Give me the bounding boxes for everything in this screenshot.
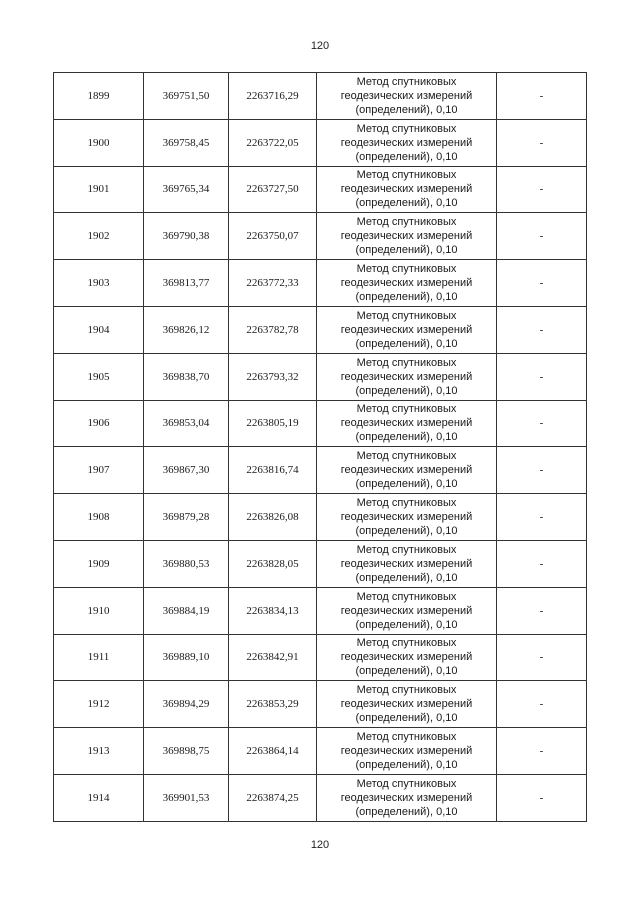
method-cell [317, 213, 497, 260]
x-coordinate-cell: 369889,10 [144, 634, 229, 681]
point-number-cell: 1904 [54, 306, 144, 353]
method-cell [317, 728, 497, 775]
method-line: геодезических измерений [340, 230, 473, 243]
table-row [54, 166, 587, 213]
y-coordinate-cell: 2263864,14 [229, 728, 317, 775]
method-line: геодезических измерений [340, 745, 473, 758]
point-number-cell: 1912 [54, 681, 144, 728]
point-number-cell: 1909 [54, 540, 144, 587]
note-cell: - [497, 540, 587, 587]
method-line: Метод спутниковых [356, 590, 457, 603]
y-coordinate-cell: 2263816,74 [229, 447, 317, 494]
table-row [54, 447, 587, 494]
coordinates-table-body [54, 73, 587, 822]
method-cell [317, 587, 497, 634]
y-coordinate-cell: 2263722,05 [229, 119, 317, 166]
method-line: Метод спутниковых [356, 450, 457, 463]
method-cell [317, 400, 497, 447]
method-line: (определений), 0,10 [355, 478, 458, 491]
note-cell: - [497, 119, 587, 166]
method-line: Метод спутниковых [356, 356, 457, 369]
method-cell [317, 681, 497, 728]
point-number-cell: 1905 [54, 353, 144, 400]
method-line: геодезических измерений [340, 604, 473, 617]
point-number-cell: 1899 [54, 73, 144, 120]
method-line: геодезических измерений [340, 136, 473, 149]
method-cell [317, 260, 497, 307]
x-coordinate-cell: 369901,53 [144, 774, 229, 821]
note-cell: - [497, 494, 587, 541]
method-line: геодезических измерений [340, 89, 473, 102]
table-row [54, 728, 587, 775]
note-cell: - [497, 213, 587, 260]
point-number-cell: 1901 [54, 166, 144, 213]
y-coordinate-cell: 2263716,29 [229, 73, 317, 120]
table-row [54, 260, 587, 307]
method-line: геодезических измерений [340, 277, 473, 290]
method-line: (определений), 0,10 [355, 618, 458, 631]
method-line: (определений), 0,10 [355, 103, 458, 116]
table-row [54, 774, 587, 821]
method-line: (определений), 0,10 [355, 759, 458, 772]
method-line: (определений), 0,10 [355, 712, 458, 725]
note-cell: - [497, 447, 587, 494]
point-number-cell: 1907 [54, 447, 144, 494]
method-cell [317, 634, 497, 681]
point-number-cell: 1911 [54, 634, 144, 681]
note-cell: - [497, 166, 587, 213]
method-cell [317, 73, 497, 120]
table-row [54, 587, 587, 634]
point-number-cell: 1902 [54, 213, 144, 260]
y-coordinate-cell: 2263826,08 [229, 494, 317, 541]
y-coordinate-cell: 2263805,19 [229, 400, 317, 447]
method-line: (определений), 0,10 [355, 384, 458, 397]
method-line: геодезических измерений [340, 323, 473, 336]
method-cell [317, 447, 497, 494]
method-line: (определений), 0,10 [355, 571, 458, 584]
method-line: геодезических измерений [340, 183, 473, 196]
note-cell: - [497, 634, 587, 681]
note-cell: - [497, 400, 587, 447]
table-row [54, 681, 587, 728]
method-line: (определений), 0,10 [355, 291, 458, 304]
note-cell: - [497, 774, 587, 821]
table-row [54, 634, 587, 681]
method-line: (определений), 0,10 [355, 337, 458, 350]
method-line: (определений), 0,10 [355, 197, 458, 210]
method-cell [317, 306, 497, 353]
x-coordinate-cell: 369751,50 [144, 73, 229, 120]
table-row [54, 213, 587, 260]
note-cell: - [497, 73, 587, 120]
point-number-cell: 1913 [54, 728, 144, 775]
table-row [54, 73, 587, 120]
y-coordinate-cell: 2263842,91 [229, 634, 317, 681]
method-line: геодезических измерений [340, 698, 473, 711]
point-number-cell: 1908 [54, 494, 144, 541]
method-line: Метод спутниковых [356, 216, 457, 229]
y-coordinate-cell: 2263727,50 [229, 166, 317, 213]
y-coordinate-cell: 2263828,05 [229, 540, 317, 587]
table-row [54, 494, 587, 541]
method-line: геодезических измерений [340, 791, 473, 804]
x-coordinate-cell: 369898,75 [144, 728, 229, 775]
table-row [54, 353, 587, 400]
method-line: геодезических измерений [340, 511, 473, 524]
method-cell [317, 494, 497, 541]
method-line: Метод спутниковых [356, 684, 457, 697]
note-cell: - [497, 260, 587, 307]
x-coordinate-cell: 369880,53 [144, 540, 229, 587]
x-coordinate-cell: 369853,04 [144, 400, 229, 447]
y-coordinate-cell: 2263793,32 [229, 353, 317, 400]
method-line: Метод спутниковых [356, 543, 457, 556]
method-line: (определений), 0,10 [355, 244, 458, 257]
method-line: Метод спутниковых [356, 309, 457, 322]
table-row [54, 119, 587, 166]
point-number-cell: 1914 [54, 774, 144, 821]
method-line: Метод спутниковых [356, 731, 457, 744]
page-number-bottom: 120 [310, 839, 330, 851]
coordinates-table [53, 72, 587, 822]
note-cell: - [497, 587, 587, 634]
method-line: Метод спутниковых [356, 777, 457, 790]
point-number-cell: 1906 [54, 400, 144, 447]
x-coordinate-cell: 369894,29 [144, 681, 229, 728]
x-coordinate-cell: 369838,70 [144, 353, 229, 400]
method-line: геодезических измерений [340, 464, 473, 477]
page-number-top: 120 [310, 40, 330, 52]
note-cell: - [497, 681, 587, 728]
x-coordinate-cell: 369826,12 [144, 306, 229, 353]
y-coordinate-cell: 2263853,29 [229, 681, 317, 728]
x-coordinate-cell: 369879,28 [144, 494, 229, 541]
method-line: Метод спутниковых [356, 637, 457, 650]
method-cell [317, 774, 497, 821]
method-line: геодезических измерений [340, 417, 473, 430]
note-cell: - [497, 353, 587, 400]
table-row [54, 400, 587, 447]
table-row [54, 540, 587, 587]
method-line: Метод спутниковых [356, 403, 457, 416]
method-line: Метод спутниковых [356, 169, 457, 182]
x-coordinate-cell: 369813,77 [144, 260, 229, 307]
point-number-cell: 1910 [54, 587, 144, 634]
method-line: (определений), 0,10 [355, 525, 458, 538]
point-number-cell: 1900 [54, 119, 144, 166]
method-cell [317, 166, 497, 213]
note-cell: - [497, 728, 587, 775]
point-number-cell: 1903 [54, 260, 144, 307]
x-coordinate-cell: 369765,34 [144, 166, 229, 213]
method-cell [317, 540, 497, 587]
y-coordinate-cell: 2263782,78 [229, 306, 317, 353]
method-line: геодезических измерений [340, 557, 473, 570]
method-line: (определений), 0,10 [355, 431, 458, 444]
y-coordinate-cell: 2263874,25 [229, 774, 317, 821]
table-row [54, 306, 587, 353]
method-line: (определений), 0,10 [355, 805, 458, 818]
method-line: Метод спутниковых [356, 122, 457, 135]
x-coordinate-cell: 369867,30 [144, 447, 229, 494]
method-line: Метод спутниковых [356, 497, 457, 510]
y-coordinate-cell: 2263834,13 [229, 587, 317, 634]
x-coordinate-cell: 369790,38 [144, 213, 229, 260]
y-coordinate-cell: 2263772,33 [229, 260, 317, 307]
y-coordinate-cell: 2263750,07 [229, 213, 317, 260]
method-line: Метод спутниковых [356, 263, 457, 276]
method-cell [317, 119, 497, 166]
method-cell [317, 353, 497, 400]
x-coordinate-cell: 369758,45 [144, 119, 229, 166]
method-line: Метод спутниковых [356, 75, 457, 88]
method-line: геодезических измерений [340, 651, 473, 664]
method-line: (определений), 0,10 [355, 150, 458, 163]
method-line: геодезических измерений [340, 370, 473, 383]
x-coordinate-cell: 369884,19 [144, 587, 229, 634]
note-cell: - [497, 306, 587, 353]
method-line: (определений), 0,10 [355, 665, 458, 678]
